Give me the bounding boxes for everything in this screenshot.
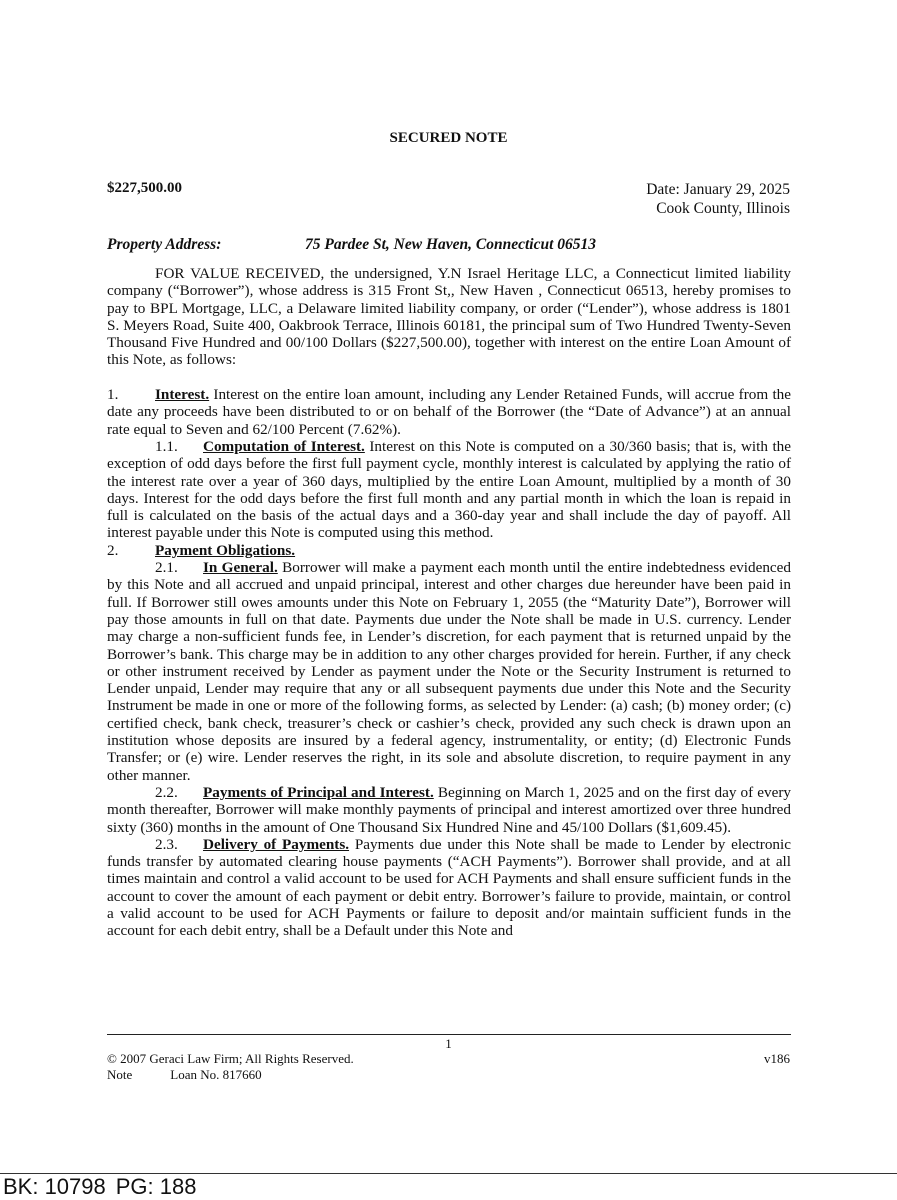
note-location: Cook County, Illinois — [656, 200, 790, 217]
note-amount: $227,500.00 — [107, 180, 182, 196]
section-heading: In General. — [203, 559, 278, 577]
section-number: 1.1. — [155, 437, 178, 455]
date-location — [646, 180, 790, 218]
note-body — [107, 265, 791, 940]
note-date: Date: January 29, 2025 — [646, 181, 790, 198]
section-2-2: 2.2. Payments of Principal and Interest. Beginning on March 1, 2025 and on the first day of every month thereafter, Borrower will make monthly payments of principal and interest amortized over three hundred sixty (360) months in the amount of One Thousand Six Hundred Nine and 45/100 Dollars ($1,609.45). — [107, 783, 792, 836]
section-2 — [107, 542, 791, 559]
property-label: Property Address: — [107, 236, 222, 253]
page-ref: PG: 188 — [115, 1174, 197, 1199]
page-number: 1 — [445, 1036, 452, 1051]
book-number: BK: 10798 — [3, 1174, 106, 1199]
section-heading: Interest. — [155, 386, 210, 404]
footer-divider — [107, 1034, 791, 1035]
footer-doc-info: Note Loan No. 817660 — [107, 1067, 262, 1082]
footer-version: v186 — [764, 1051, 790, 1066]
section-heading: Computation of Interest. — [203, 437, 365, 455]
section-heading: Delivery of Payments. — [203, 835, 350, 853]
section-1: 1. Interest. Interest on the entire loan amount, including any Lender Retained Funds, will accrue from the date any proceeds have been distributed to or on behalf of the Borrower (the “Date of Advance”) at an annual rate equal to Seven and 62/100 Percent (7.62%). — [107, 386, 791, 438]
recording-stamp — [3, 1174, 206, 1200]
section-2-1: 2.1. In General. Borrower will make a payment each month until the entire indebtedness evidenced by this Note and all accrued and unpaid principal, interest and other charges due hereunder have been paid in full. If Borrower still owes amounts under this Note on February 1, 2055 (the “Maturity Date”), Borrower will pay those amounts in full on that date. Payments due under the Note shall be made in U.S. currency. Lender may charge a non-sufficient funds fee, in Lender’s discretion, for each payment that is returned unpaid by the Borrower’s bank. This charge may be in addition to any other charges provided for herein. Further, if any check or other instrument received by Lender as payment under the Note or the Security Instrument is returned to Lender unpaid, Lender may require that any or all subsequent payments due under this Note and the Security Instrument be made in one or more of the following forms, as selected by Lender: (a) cash; (b) money order; (c) certified check, bank check, treasurer’s check or cashier’s check, provided any such check is drawn upon an institution whose deposits are insured by a federal agency, instrumentality, or entity; (d) Electronic Funds Transfer; or (e) wire. Lender reserves the right, in its sole and absolute discretion, to require payment in any other manner. — [107, 559, 791, 784]
document-title: SECURED NOTE — [389, 130, 508, 146]
section-2-3: 2.3. Delivery of Payments. Payments due under this Note shall be made to Lender by electronic funds transfer by automated clearing house payments (“ACH Payments”). Borrower shall provide, and at all times maintain and control a valid account to be used for ACH Payments and shall ensure sufficient funds in the account to cover the amount of each payment or debit entry. Borrower’s failure to provide, maintain, or control a valid account to be used for ACH Payments or failure to deposit and/or maintain sufficient funds in the account for each debit entry, shall be a Default under this Note and — [107, 835, 791, 940]
section-number: 1. — [107, 386, 119, 404]
section-number: 2. — [107, 541, 119, 559]
section-heading: Payments of Principal and Interest. — [203, 783, 434, 801]
loan-number: Loan No. 817660 — [170, 1067, 262, 1082]
footer-copyright: © 2007 Geraci Law Firm; All Rights Reserved. — [107, 1051, 354, 1066]
section-heading: Payment Obligations. — [155, 541, 296, 559]
section-1-1: 1.1. Computation of Interest. Interest on this Note is computed on a 30/360 basis; that is, with the exception of odd days before the first full payment cycle, monthly interest is calculated by applying the ratio of the interest rate over a year of 360 days, multiplied by the entire Loan Amount, multiplied by a month of 30 days. Interest for the odd days before the first full month and any partial month in which the loan is repaid in full is calculated on the basis of the actual days and a 360-day year and shall include the day of payoff. All interest payable under this Note is computed using this method. — [107, 437, 791, 542]
section-number: 2.1. — [155, 559, 178, 577]
intro-paragraph: FOR VALUE RECEIVED, the undersigned, Y.N Israel Heritage LLC, a Connecticut limited liability company (“Borrower”), whose address is 315 Front St,, New Haven , Connecticut 06513, hereby promises to pay to BPL Mortgage, LLC, a Delaware limited liability company, or order (“Lender”), whose address is 1801 S. Meyers Road, Suite 400, Oakbrook Terrace, Illinois 60181, the principal sum of Two Hundred Twenty-Seven Thousand Five Hundred and 00/100 Dollars ($227,500.00), together with interest on the entire Loan Amount of this Note, as follows: — [107, 265, 791, 369]
section-number: 2.3. — [155, 835, 178, 853]
property-address: 75 Pardee St, New Haven, Connecticut 06513 — [305, 236, 597, 253]
section-number: 2.2. — [155, 783, 178, 801]
